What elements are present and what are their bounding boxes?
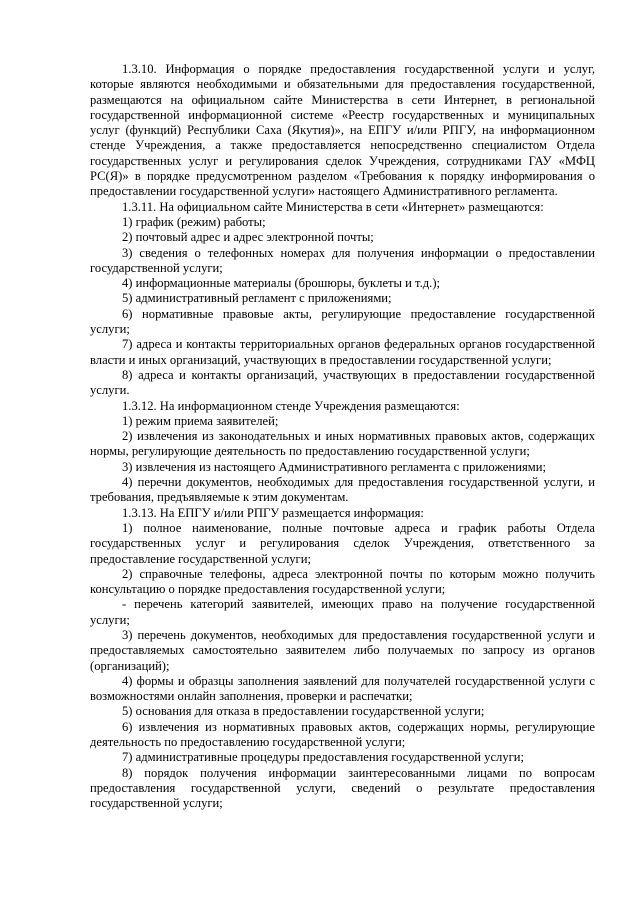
paragraph-1-3-10: 1.3.10. Информация о порядке предоставления государственной услуги и услуг, которые являются необходимыми и обязательными для предоставления государственной, размещаются на официальном сайте Министерства в сети Интернет, в региональной государственной информационной системе «Реестр государственных и муниципальных услуг (функций) Республики Саха (Якутия)», на ЕПГУ и/или РПГУ, на информационном стенде Учреждения, а также предоставляется непосредственно специалистом Отдела государственных услуг и регулирования сделок Учреждения, сотрудниками ГАУ «МФЦ РС(Я)» в порядке предусмотренном разделом «Требования к порядку информирования о предоставлении государственной услуги» настоящего Административного регламента. — [90, 62, 595, 199]
list-item: 3) перечень документов, необходимых для предоставления государственной услуги и предоставляемых самостоятельно заявителем либо получаемых по запросу из органов (организаций); — [90, 627, 595, 673]
list-item: 1) график (режим) работы; — [122, 214, 266, 229]
paragraph-1-3-11-heading: 1.3.11. На официальном сайте Министерства в сети «Интернет» размещаются: — [122, 199, 544, 214]
document-page — [90, 62, 595, 812]
list-item: 2) извлечения из законодательных и иных нормативных правовых актов, содержащих нормы, регулирующие деятельность по предоставлению государственной услуги; — [90, 429, 595, 459]
list-item: 3) сведения о телефонных номерах для получения информации о предоставлении государственной услуги; — [90, 245, 595, 275]
list-item: 4) формы и образцы заполнения заявлений для получателей государственной услуги с возможностями онлайн заполнения, проверки и распечатки; — [90, 673, 595, 704]
list-item: 8) порядок получения информации заинтересованными лицами по вопросам предоставления государственной услуги, сведений о результате предоставления государственной услуги; — [90, 765, 595, 811]
list-item: 1) полное наименование, полные почтовые адреса и график работы Отдела государственных услуг и регулирования сделок Учреждения, ответственного за предоставление государственной услуги; — [90, 520, 595, 566]
list-item: 7) административные процедуры предоставления государственной услуги; — [122, 750, 525, 765]
paragraph-1-3-12-heading: 1.3.12. На информационном стенде Учреждения размещаются: — [122, 398, 460, 413]
list-item: 5) административный регламент с приложениями; — [122, 291, 392, 306]
list-item: 8) адреса и контакты организаций, участвующих в предоставлении государственной услуги. — [90, 367, 595, 398]
list-item: 1) режим приема заявителей; — [122, 413, 279, 428]
list-item: 2) почтовый адрес и адрес электронной почты; — [122, 230, 374, 245]
list-item: 3) извлечения из настоящего Административного регламента с приложениями; — [122, 459, 546, 474]
list-item: 4) информационные материалы (брошюры, буклеты и т.д.); — [122, 276, 441, 291]
list-item: 5) основания для отказа в предоставлении государственной услуги; — [122, 704, 485, 719]
list-item: 6) нормативные правовые акты, регулирующие предоставление государственной услуги; — [90, 306, 595, 337]
list-item: 4) перечни документов, необходимых для предоставления государственной услуги, и требования, предъявляемые к этим документам. — [90, 475, 595, 505]
paragraph-1-3-13-heading: 1.3.13. На ЕПГУ и/или РПГУ размещается информация: — [122, 505, 424, 520]
list-item: 6) извлечения из нормативных правовых актов, содержащих нормы, регулирующие деятельность по предоставлению государственной услуги; — [90, 719, 595, 750]
list-item: - перечень категорий заявителей, имеющих право на получение государственной услуги; — [90, 597, 595, 627]
list-item: 7) адреса и контакты территориальных органов федеральных органов государственной власти и иных организаций, участвующих в предоставлении государственной услуги; — [90, 337, 595, 367]
list-item: 2) справочные телефоны, адреса электронной почты по которым можно получить консультацию о порядке предоставления государственной услуги; — [90, 566, 595, 597]
